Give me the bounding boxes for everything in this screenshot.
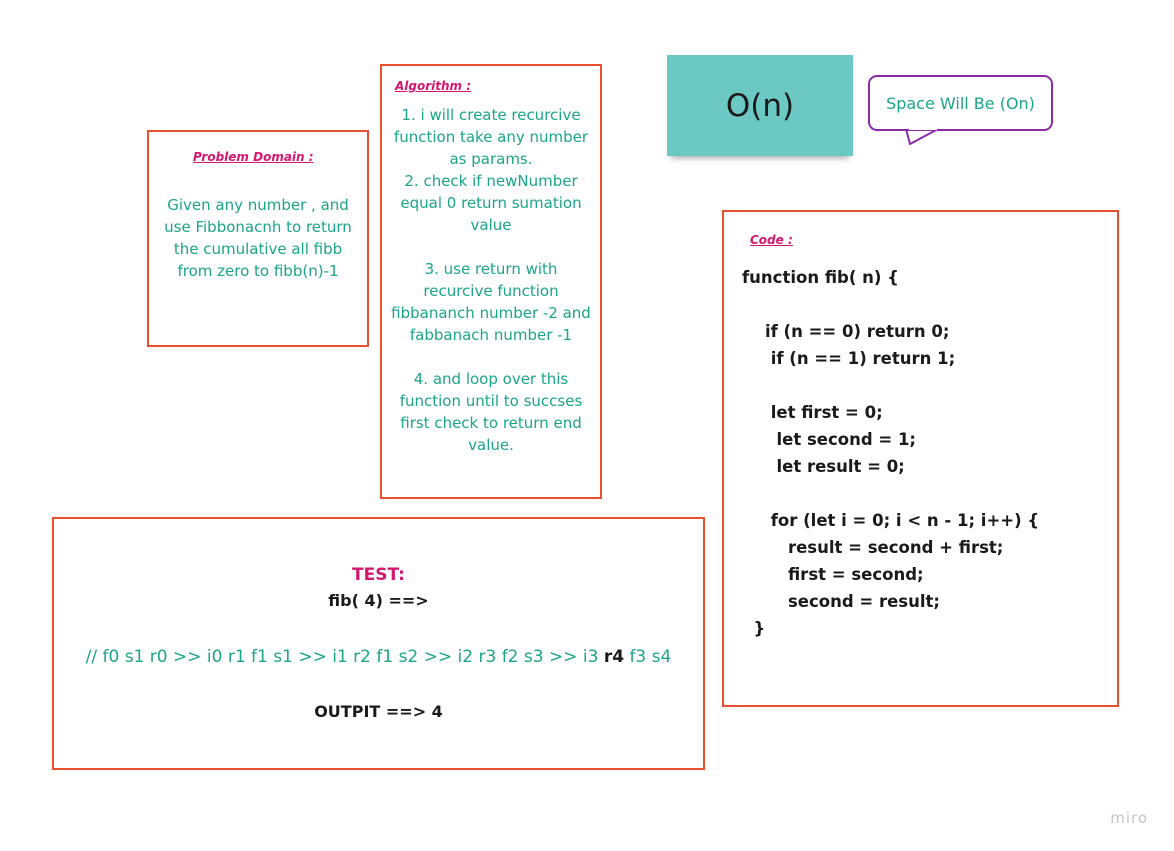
algorithm-frame[interactable]: [380, 64, 602, 499]
code-heading: Code :: [750, 233, 793, 247]
problem-domain-frame[interactable]: [147, 130, 369, 347]
complexity-sticky-note[interactable]: [667, 55, 853, 156]
space-complexity-bubble[interactable]: [868, 75, 1053, 131]
sticky-note-label: O(n): [725, 87, 795, 124]
test-trace: [54, 647, 703, 667]
test-frame[interactable]: [52, 517, 705, 770]
trace-highlight: r4: [603, 647, 625, 667]
code-frame[interactable]: [722, 210, 1119, 707]
trace-before: // f0 s1 r0 >> i0 r1 f1 s1 >> i1 r2 f1 s2 >> i2 r3 f2 s3 >> i3: [85, 647, 604, 667]
problem-domain-text: Given any number , and use Fibbonacnh to return the cumulative all fibb from zero to fibb(n)-1: [164, 196, 352, 280]
bubble-label: Space Will Be (On): [886, 93, 1035, 113]
trace-after: f3 s4: [624, 647, 672, 667]
test-call: fib( 4) ==>: [328, 591, 429, 610]
miro-watermark: miro: [1110, 809, 1148, 827]
test-title: TEST:: [352, 565, 405, 585]
problem-domain-heading: Problem Domain :: [193, 150, 314, 164]
test-output: OUTPIT ==> 4: [314, 702, 443, 721]
code-block: function fib( n) { if (n == 0) return 0; if (n == 1) return 1; let first = 0; let second = 1; let result = 0; for (let i = 0; i < n - 1; i++) { result = second + first; first = second; second = result; }: [742, 268, 1040, 638]
algorithm-text: 1. i will create recurcive function take any number as params. 2. check if newNumber equal 0 return sumation value 3. use return with recurcive function fibbananch number -2 and fabbanach number -1 4. and loop over this function until to succses first check to return end value.: [391, 106, 591, 454]
algorithm-heading: Algorithm :: [395, 79, 472, 93]
speech-bubble-tail: [906, 129, 938, 144]
